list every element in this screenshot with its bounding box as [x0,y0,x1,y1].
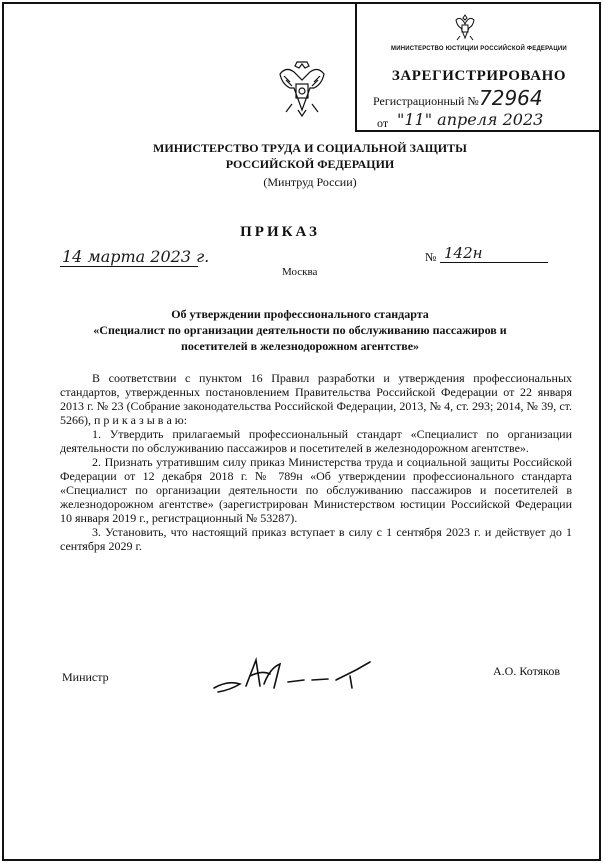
number-underline [440,262,548,263]
item-3-paragraph: 3. Установить, что настоящий приказ вступает в силу с 1 сентября 2023 г. и действует до 1 сентября 2029 г. [60,525,572,553]
item-1-paragraph: 1. Утвердить прилагаемый профессиональный стандарт «Специалист по организации деятельности по обслуживанию пассажиров и посетителей в железнодорожном агентстве». [60,427,572,455]
order-number: 142н [444,244,483,262]
order-date: 14 марта 2023 г. [62,247,210,266]
issuer-line1: МИНИСТЕРСТВО ТРУДА И СОЦИАЛЬНОЙ ЗАЩИТЫ [153,141,467,155]
stamp-reg-number: 72964 [479,86,543,110]
order-city: Москва [282,266,318,278]
subject-line2: «Специалист по организации деятельности по обслуживанию пассажиров и [93,323,507,337]
registration-stamp [355,2,601,132]
subject-line3: посетителей в железнодорожном агентстве» [180,339,420,353]
stamp-date-prefix: от [377,116,389,130]
issuer-line2: РОССИЙСКОЙ ФЕДЕРАЦИИ [225,157,395,171]
subject-line1: Об утверждении профессионального стандарта [171,307,429,321]
coat-of-arms-icon [276,58,328,118]
signatory-position: Министр [62,670,109,684]
item-2-paragraph: 2. Признать утратившим силу приказ Министерства труда и социальной защиты Российской Федерации от 12 декабря 2018 г. № 789н «Об утверждении профессионального стандарта «Специалист по организации деятельности по обслуживанию пассажиров и посетителей в железнодорожном агентстве» (зарегистрирован Министерством юстиции Российской Федерации 10 января 2019 г., регистрационный № 53287). [60,455,572,525]
document-title: ПРИКАЗ [240,224,320,240]
issuer-short-name: (Минтруд России) [263,175,357,189]
stamp-status: ЗАРЕГИСТРИРОВАНО [391,68,567,84]
stamp-reg-label: Регистрационный № [373,94,479,108]
subject [60,306,540,354]
order-number-prefix: № [425,250,437,264]
stamp-ministry: МИНИСТЕРСТВО ЮСТИЦИИ РОССИЙСКОЙ ФЕДЕРАЦИИ [391,46,567,52]
stamp-date: "11" апреля 2023 [397,110,544,129]
handwritten-signature [200,650,380,700]
signatory-name: А.О. Котяков [493,664,561,678]
document-body [60,371,572,553]
preamble-paragraph: В соответствии с пунктом 16 Правил разработки и утверждения профессиональных стандартов, утвержденных постановлением Правительства Российской Федерации от 22 января 2013 г. № 23 (Собрание законодательства Российской Федерации, 2013, № 4, ст. 293; 2014, № 39, ст. 5266), п р и к а з ы в а ю: [60,371,572,427]
date-underline [60,266,198,267]
